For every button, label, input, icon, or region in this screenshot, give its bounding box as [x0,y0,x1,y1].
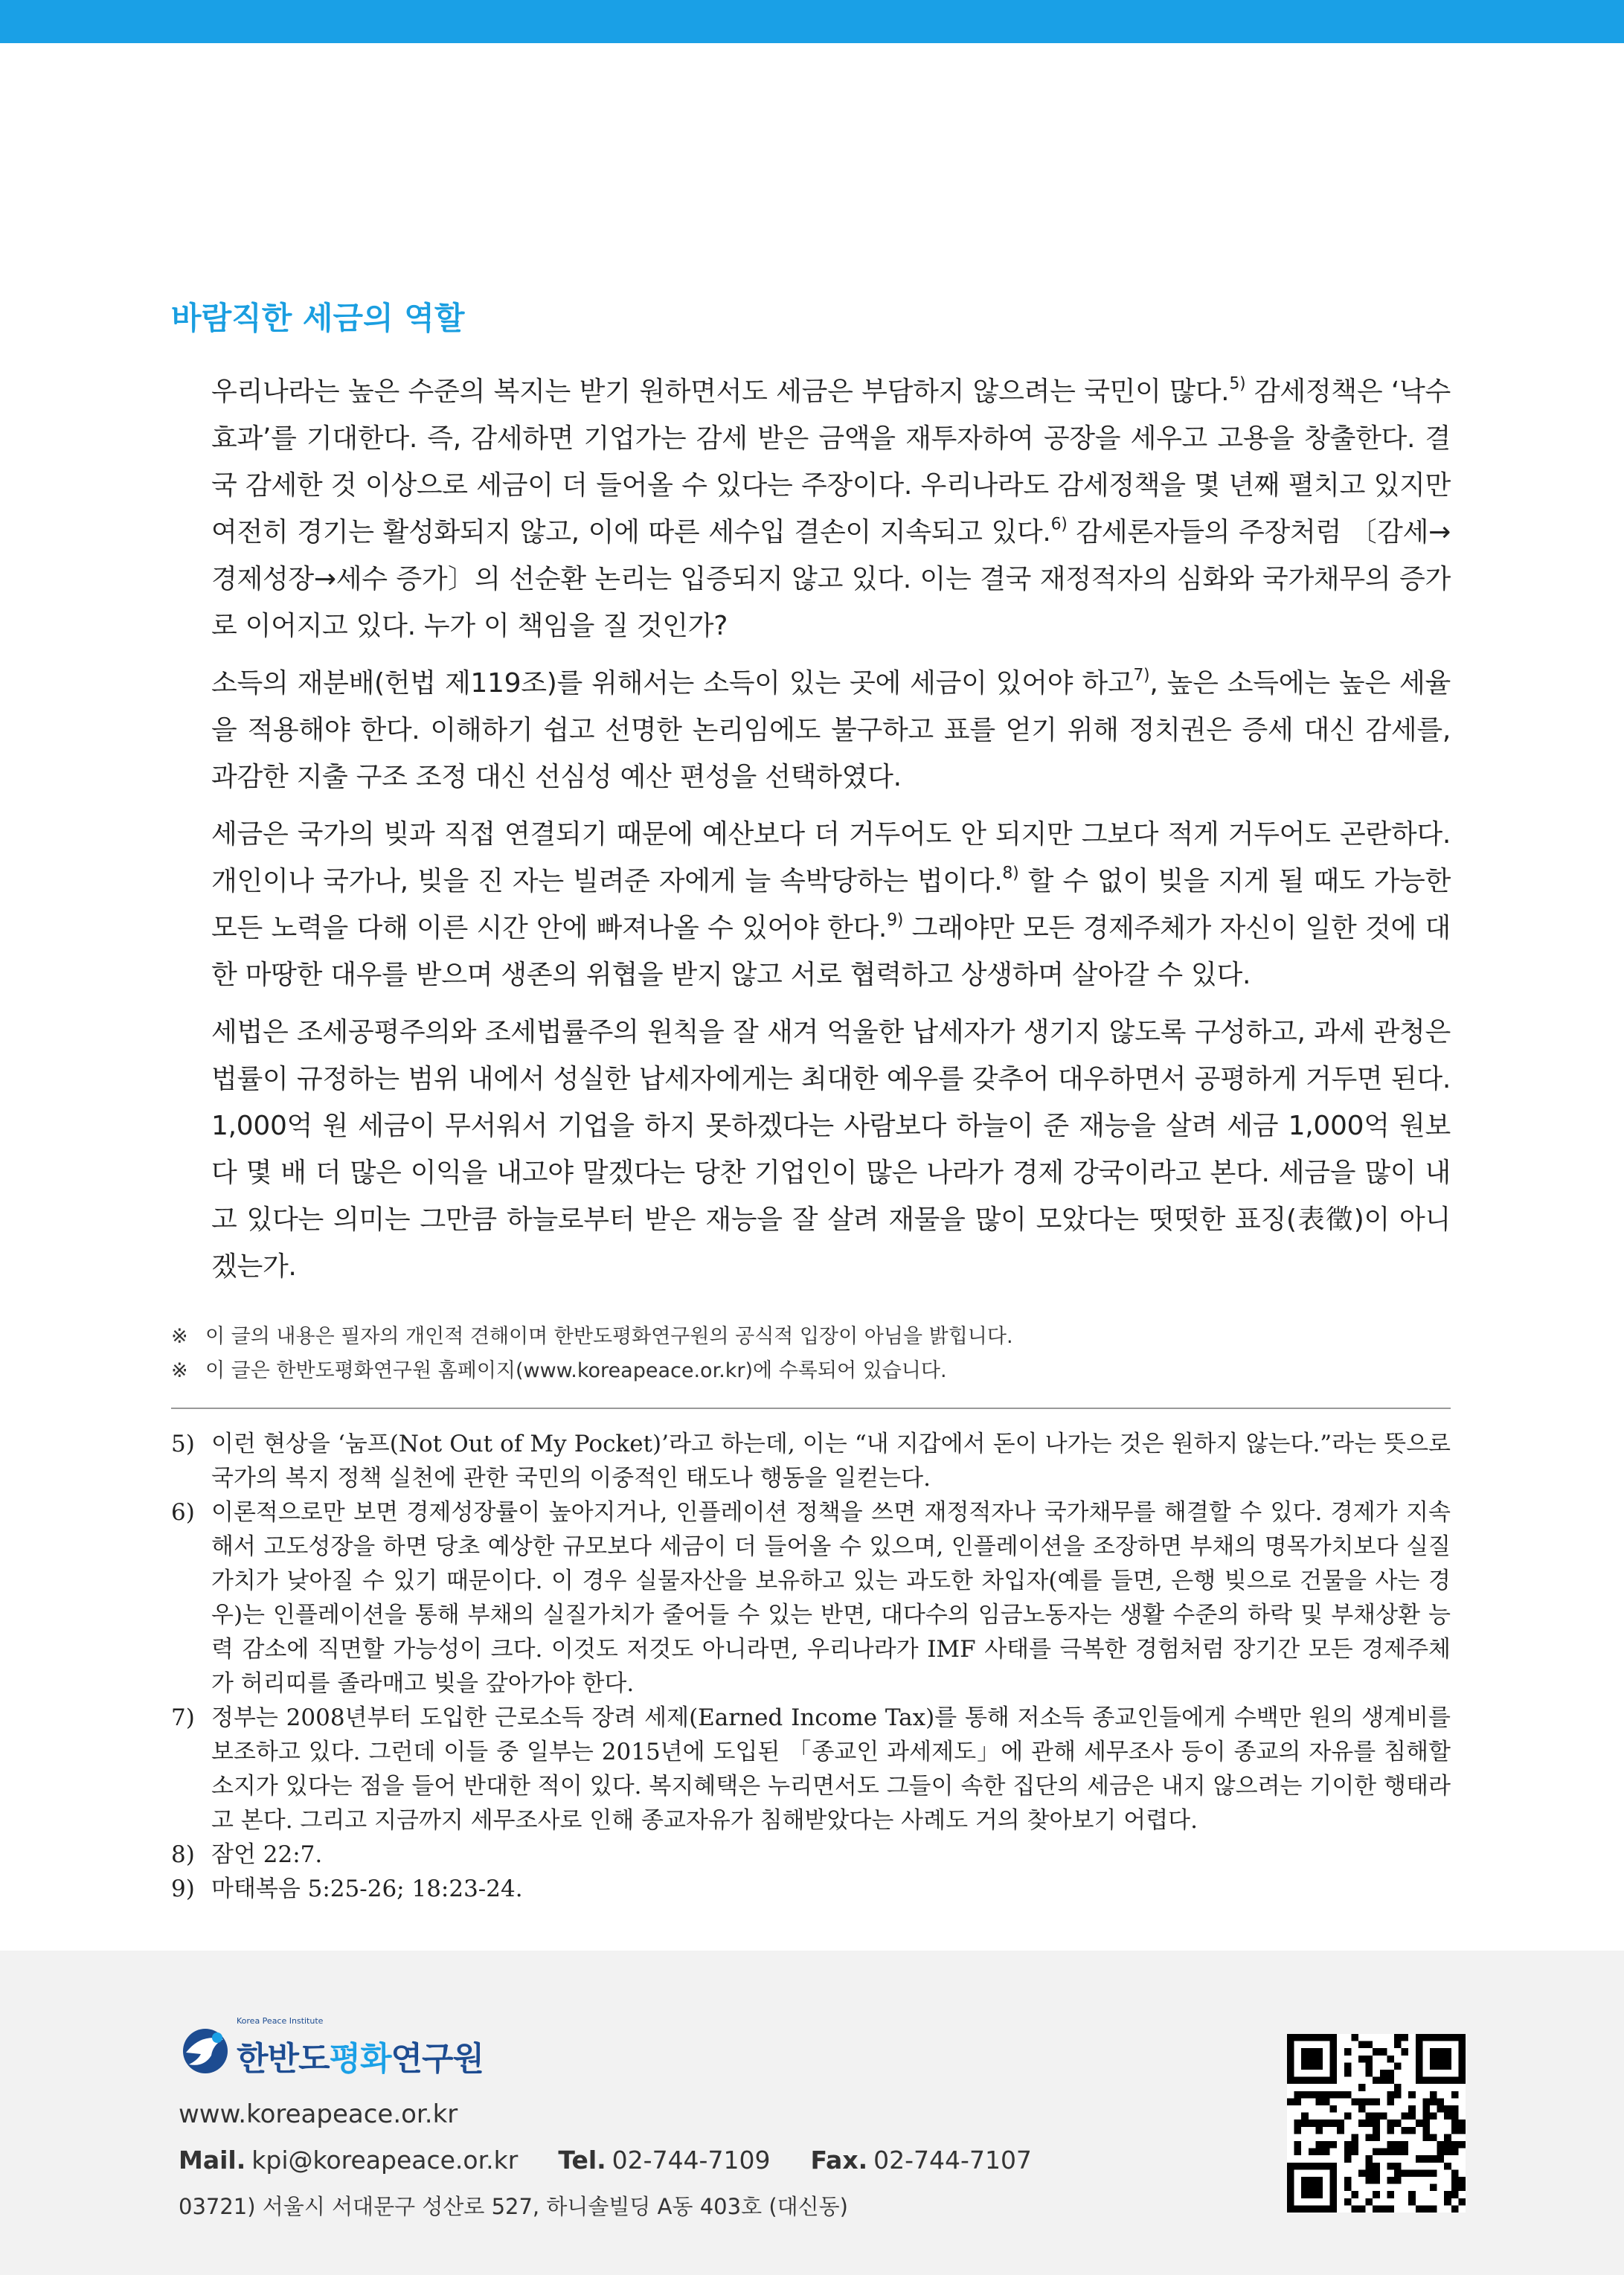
footnote-item [171,1495,1451,1701]
disclaimer-note [171,1320,1451,1354]
footnote-number: 5) [171,1431,195,1457]
postal-address: 03721) 서울시 서대문구 성산로 527, 하니솔빌딩 A동 403호 (대신동) [179,2194,848,2219]
note-text: 이 글은 한반도평화연구원 홈페이지(www.koreapeace.or.kr)에 수록되어 있습니다. [205,1359,947,1382]
footnotes [171,1427,1451,1906]
note-mark: ※ [171,1325,188,1348]
dove-logo-icon [179,2023,232,2076]
disclaimer-note [171,1354,1451,1388]
footnote-item [171,1427,1451,1495]
footnote-ref[interactable]: 7) [1133,666,1150,685]
note-text: 이 글의 내용은 필자의 개인적 견해이며 한반도평화연구원의 공식적 입장이 아님을 밝힙니다. [205,1325,1013,1348]
disclaimer-notes [171,1320,1451,1388]
footnote-item [171,1838,1451,1872]
footnote-ref[interactable]: 8) [1002,864,1019,883]
body-paragraph: 소득의 재분배(헌법 제119조)를 위해서는 소득이 있는 곳에 세금이 있어야 하고$^{7)}$, 높은 소득에는 높은 세율을 적용해야 한다. 이해하기 쉽고 선명한 논리임에도 불구하고 표를 얻기 위해 정치권은 증세 대신 감세를, 과감한 지출 구조 조정 대신 선심성 예산 편성을 선택하였다. [211,666,1451,792]
top-accent-bar [0,0,1624,43]
footnote-text: 이런 현상을 ‘눔프(Not Out of My Pocket)’라고 하는데, 이는 “내 지갑에서 돈이 나가는 것은 원하지 않는다.”라는 뜻으로 국가의 복지 정책 실천에 관한 국민의 이중적인 태도나 행동을 일컫는다. [211,1431,1451,1492]
footnote-item [171,1872,1451,1906]
footnote-text: 정부는 2008년부터 도입한 근로소득 장려 세제(Earned Income Tax)를 통해 저소득 종교인들에게 수백만 원의 생계비를 보조하고 있다. 그런데 이들 중 일부는 2015년에 도입된 「종교인 과세제도」에 관해 세무조사 등이 종교의 자유를 침해할 소지가 있다는 점을 들어 반대한 적이 있다. 복지혜택은 누리면서도 그들이 속한 집단의 세금은 내지 않으려는 기이한 행태라고 본다. 그리고 지금까지 세무조사로 인해 종교자유가 침해받았다는 사례도 거의 찾아보기 어렵다. [211,1704,1451,1834]
body-paragraph: 우리나라는 높은 수준의 복지는 받기 원하면서도 세금은 부담하지 않으려는 국민이 많다.$^{5)}$ 감세정책은 ‘낙수효과’를 기대한다. 즉, 감세하면 기업가는 감세 받은 금액을 재투자하여 공장을 세우고 고용을 창출한다. 결국 감세한 것 이상으로 세금이 더 들어올 수 있다는 주장이다. 우리나라도 감세정책을 몇 년째 펼치고 있지만 여전히 경기는 활성화되지 않고, 이에 따른 세수입 결손이 지속되고 있다.$^{6)}$ 감세론자들의 주장처럼 〔감세→경제성장→세수 증가〕의 선순환 논리는 입증되지 않고 있다. 이는 결국 재정적자의 심화와 국가채무의 증가로 이어지고 있다. 누가 이 책임을 질 것인가? [211,374,1451,641]
fax-label: Fax. [810,2146,868,2175]
section-title: 바람직한 세금의 역할 [171,300,465,336]
contact-line [179,2146,1032,2175]
institute-logo[interactable] [179,2016,484,2083]
footnote-number: 9) [171,1875,195,1902]
logo-korean-name [237,2032,484,2079]
mail-label: Mail. [179,2146,246,2175]
qr-code-icon[interactable] [1287,2034,1466,2213]
body-paragraph: 세법은 조세공평주의와 조세법률주의 원칙을 잘 새겨 억울한 납세자가 생기지 않도록 구성하고, 과세 관청은 법률이 규정하는 범위 내에서 성실한 납세자에게는 최대한 예우를 갖추어 대우하면서 공평하게 거두면 된다. 1,000억 원 세금이 무서워서 기업을 하지 못하겠다는 사람보다 하늘이 준 재능을 살려 세금 1,000억 원보다 몇 배 더 많은 이익을 내고야 말겠다는 당찬 기업인이 많은 나라가 경제 강국이라고 본다. 세금을 많이 내고 있다는 의미는 그만큼 하늘로부터 받은 재능을 잘 살려 재물을 많이 모았다는 떳떳한 표징(表徵)이 아니겠는가. [211,1017,1451,1282]
logo-korean-highlight: 평화 [329,2040,391,2078]
paragraphs [171,368,1451,1290]
footnote-ref[interactable]: 9) [887,911,904,930]
footnote-number: 7) [171,1704,195,1731]
footnote-divider [171,1408,1451,1409]
footnote-text: 잠언 22:7. [211,1841,323,1868]
logo-korean-part: 연구원 [391,2040,484,2078]
page-footer [0,1951,1624,2275]
fax-number: 02-744-7107 [873,2146,1032,2175]
footnote-number: 6) [171,1499,195,1526]
footnote-ref[interactable]: 5) [1229,374,1246,394]
footnote-item [171,1701,1451,1838]
body-paragraph: 세금은 국가의 빚과 직접 연결되기 때문에 예산보다 더 거두어도 안 되지만 그보다 적게 거두어도 곤란하다. 개인이나 국가나, 빚을 진 자는 빌려준 자에게 늘 속박당하는 법이다.$^{8)}$ 할 수 없이 빚을 지게 될 때도 가능한 모든 노력을 다해 이른 시간 안에 빠져나올 수 있어야 한다.$^{9)}$ 그래야만 모든 경제주체가 자신이 일한 것에 대한 마땅한 대우를 받으며 생존의 위협을 받지 않고 서로 협력하고 상생하며 살아갈 수 있다. [211,819,1451,990]
logo-english-name: Korea Peace Institute [237,2016,324,2026]
footnote-text: 마태복음 5:25-26; 18:23-24. [211,1875,523,1902]
tel-number: 02-744-7109 [612,2146,771,2175]
logo-korean-part: 한반도 [237,2040,330,2078]
website-link[interactable]: www.koreapeace.or.kr [179,2099,458,2129]
mail-address[interactable]: kpi@koreapeace.or.kr [251,2146,519,2175]
article-body [171,294,1451,1906]
footnote-ref[interactable]: 6) [1050,515,1068,534]
footnote-text: 이론적으로만 보면 경제성장률이 높아지거나, 인플레이션 정책을 쓰면 재정적자나 국가채무를 해결할 수 있다. 경제가 지속해서 고도성장을 하면 당초 예상한 규모보다 세금이 더 들어올 수 있으며, 인플레이션을 조장하면 부채의 명목가치보다 실질가치가 낮아질 수 있기 때문이다. 이 경우 실물자산을 보유하고 있는 과도한 차입자(예를 들면, 은행 빚으로 건물을 사는 경우)는 인플레이션을 통해 부채의 실질가치가 줄어들 수 있는 반면, 대다수의 임금노동자는 생활 수준의 하락 및 부채상환 능력 감소에 직면할 가능성이 크다. 이것도 저것도 아니라면, 우리나라가 IMF 사태를 극복한 경험처럼 장기간 모든 경제주체가 허리띠를 졸라매고 빚을 갚아가야 한다. [211,1499,1451,1697]
note-mark: ※ [171,1359,188,1382]
tel-label: Tel. [558,2146,606,2175]
footnote-number: 8) [171,1841,195,1868]
